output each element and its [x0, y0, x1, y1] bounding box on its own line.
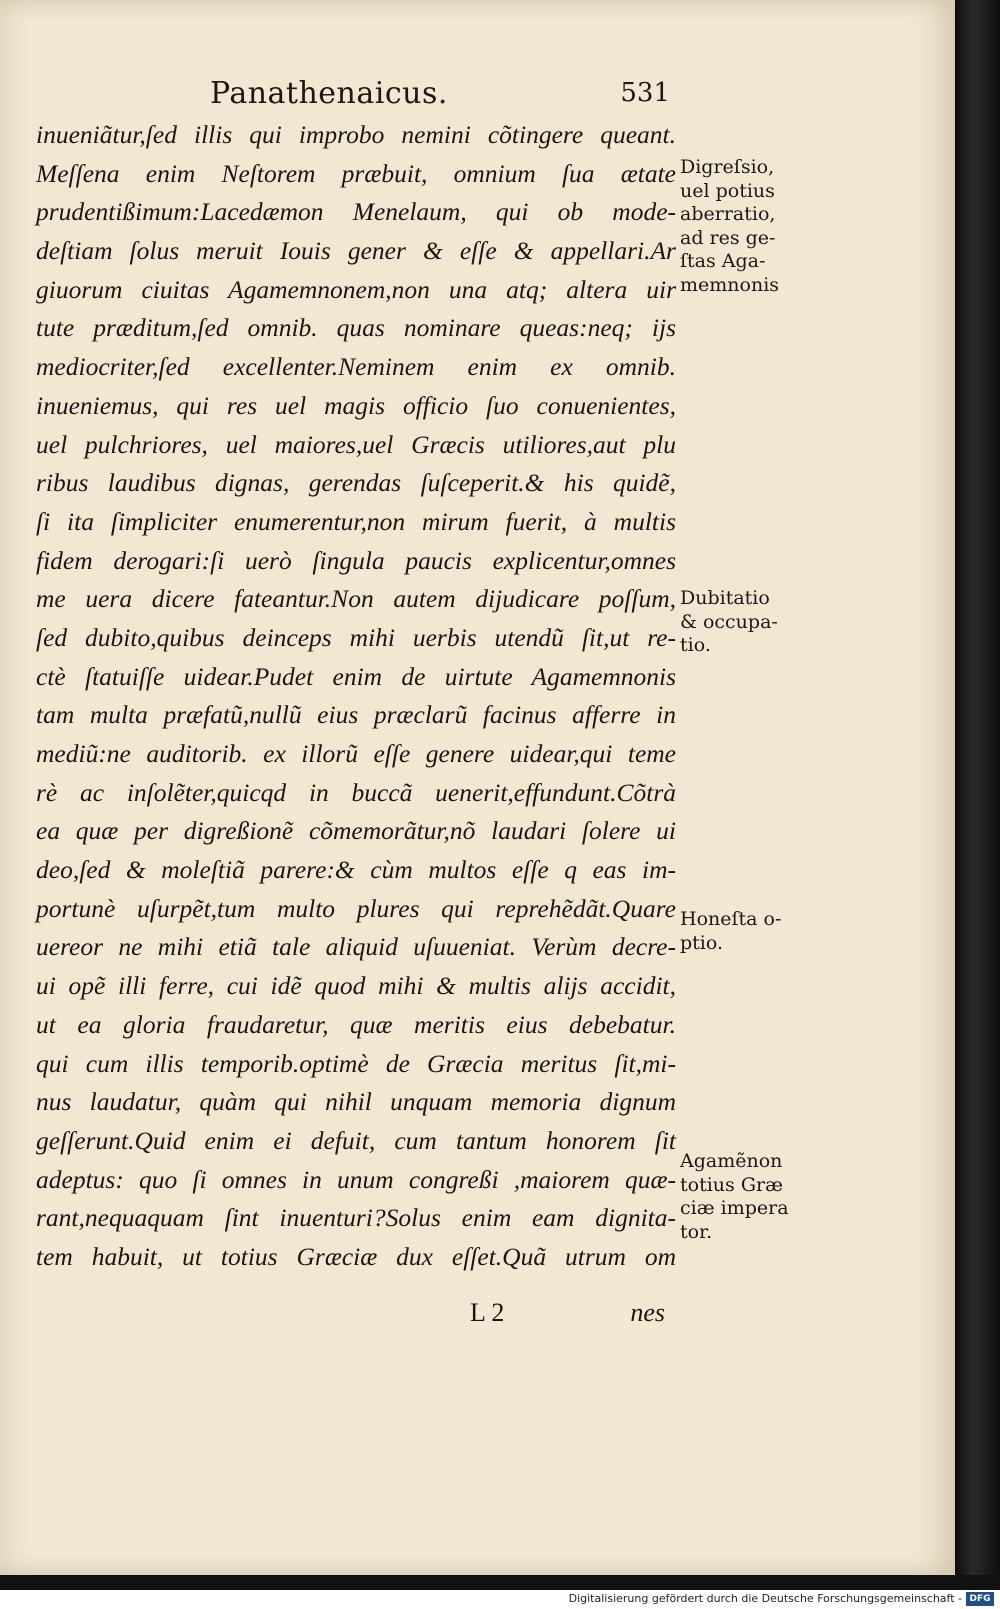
text-line: portunè uſurpẽt,tum multo plures qui reprehẽdãt.Quare — [36, 893, 676, 923]
note-line: aberratio, — [680, 203, 776, 225]
text-line: ut ea gloria fraudaretur, quæ meritis eius debebatur. — [36, 1009, 676, 1039]
note-line: Honeſta o- — [680, 908, 782, 930]
running-title: Panathenaicus. — [210, 76, 448, 111]
text-line: uereor ne mihi etiã tale aliquid uſuueniat. Verùm decre- — [36, 932, 676, 962]
text-line: rè ac inſolẽter,quicqd in buccã uenerit,effundunt.Cõtrà — [36, 777, 676, 807]
text-line: ea quæ per digreßionẽ cõmemorãtur,nõ laudari ſolere ui — [36, 816, 676, 846]
text-line: nus laudatur, quàm qui nihil unquam memoria dignum — [36, 1087, 676, 1117]
note-line: ptio. — [680, 931, 724, 954]
text-line: ui opẽ illi ferre, cui idẽ quod mihi & multis aliјs accidit, — [36, 971, 676, 1001]
note-line: tor. — [680, 1220, 713, 1243]
text-line: ſed dubito,quibus deinceps mihi uerbis utendũ ſit,ut re- — [36, 622, 676, 652]
marginal-note-digressio — [680, 156, 810, 297]
page-number: 531 — [620, 78, 670, 108]
note-line: Dubitatio — [680, 587, 770, 609]
text-line: rant,nequaquam ſint inuenturi?Solus enim eam dignita- — [36, 1203, 676, 1233]
text-line: giuorum ciuitas Agamemnonem,non una atq; altera uir — [36, 274, 676, 304]
text-line: deſtiam ſolus meruit Iouis gener & eſſe & appellari.Ar — [36, 236, 676, 266]
text-line: me uera dicere fateantur.Non autem dijudicare poſſum, — [36, 584, 676, 614]
marginal-note-dubitatio — [680, 587, 810, 658]
text-line: inueniãtur,ſed illis qui improbo nemini cõtingere queant. — [36, 120, 676, 149]
text-line: tam multa præfatũ,nullũ eius præclarũ facinus afferre in — [36, 700, 676, 730]
note-line: ad res ge- — [680, 226, 776, 249]
dfg-logo: DFG — [966, 1592, 994, 1606]
catchword: nes — [630, 1298, 665, 1327]
text-line: ribus laudibus dignas, gerendas ſuſceperit.& his quidẽ, — [36, 468, 676, 498]
text-line: ctè ſtatuiſſe uidear.Pudet enim de uirtute Agamemnonis — [36, 661, 676, 691]
text-line: inueniemus, qui res uel magis officio ſuo conuenientes, — [36, 390, 676, 420]
marginal-note-agamemnon — [680, 1150, 810, 1244]
text-line: geſſerunt.Quid enim ei defuit, cum tantum honorem ſit — [36, 1125, 676, 1155]
page-edge-shadow — [955, 0, 1000, 1575]
text-line: mediocriter,ſed excellenter.Neminem enim ex omnib. — [36, 352, 676, 382]
note-line: memnonis — [680, 273, 780, 296]
text-line: fidem derogari:ſi uerò ſingula paucis explicentur,omnes — [36, 545, 676, 575]
text-line: qui cum illis temporib.optimè de Græcia meritus ſit,mi- — [36, 1048, 676, 1078]
text-line: tute præditum,ſed omnib. quas nominare queas:neq; iјs — [36, 313, 676, 343]
text-line: adeptus: quo ſi omnes in unum congreßi ,maiorem quæ- — [36, 1164, 676, 1194]
text-line: prudentißimum:Lacedæmon Menelaum, qui ob mode- — [36, 197, 676, 227]
note-line: ſtas Aga- — [680, 250, 766, 272]
marginal-note-honesta — [680, 908, 810, 955]
text-line: Meſſena enim Neſtorem præbuit, omnium ſua ætate — [36, 158, 676, 188]
text-line: uel pulchriores, uel maiores,uel Græcis utiliores,aut plu — [36, 429, 676, 459]
note-line: Digreſsio, — [680, 156, 775, 178]
note-line: & occupa- — [680, 610, 778, 633]
text-line: tem habuit, ut totius Græciæ dux eſſet.Quã utrum om — [36, 1241, 676, 1271]
text-line: deo,ſed & moleſtiã parere:& cùm multos eſſe q eas im- — [36, 855, 676, 885]
signature-mark: L 2 — [470, 1298, 505, 1327]
note-line: totius Græ — [680, 1173, 783, 1196]
running-head — [210, 76, 670, 116]
digitization-footer — [0, 1590, 1000, 1609]
note-line: tio. — [680, 634, 711, 656]
body-text — [36, 116, 676, 1277]
text-line: mediũ:ne auditorib. ex illorũ eſſe genere uidear,qui teme — [36, 739, 676, 768]
note-line: ciæ impera — [680, 1197, 789, 1219]
note-line: uel potius — [680, 179, 775, 202]
text-line: ſi ita ſimpliciter enumerentur,non mirum fuerit, à multis — [36, 506, 676, 536]
catchline — [470, 1298, 665, 1332]
footer-text: Digitalisierung gefördert durch die Deutsche Forschungsgemeinschaft - — [568, 1592, 962, 1605]
note-line: Agamẽnon — [680, 1150, 783, 1172]
